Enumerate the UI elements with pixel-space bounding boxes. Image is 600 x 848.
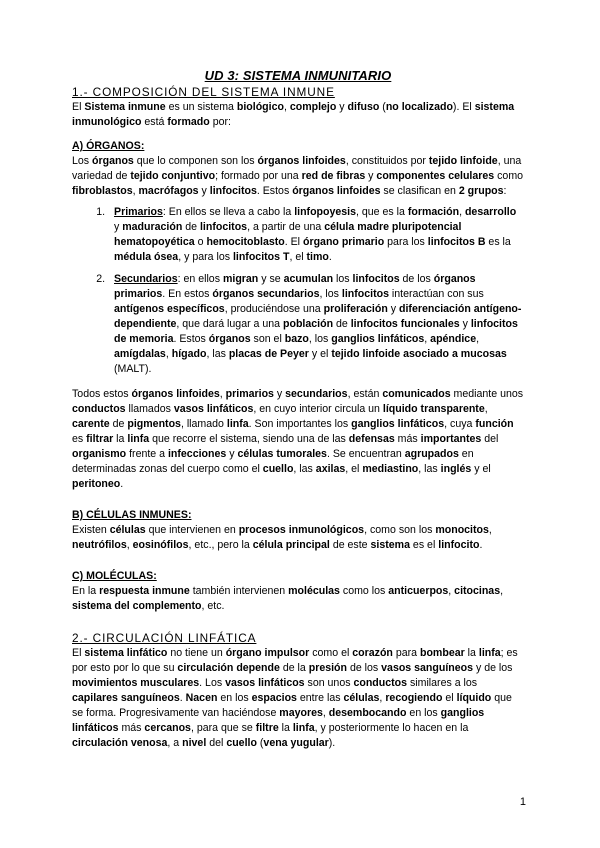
section-1-heading: 1.- COMPOSICIÓN DEL SISTEMA INMUNE xyxy=(72,85,335,99)
moleculas-text: En la respuesta inmune también intervienen moléculas como los anticuerpos, citocinas, sistema del complemento, etc. xyxy=(72,585,504,612)
moleculas-heading: C) MOLÉCULAS: xyxy=(72,570,157,582)
section-2-heading: 2.- CIRCULACIÓN LINFÁTICA xyxy=(72,631,257,645)
document-title: UD 3: SISTEMA INMUNITARIO xyxy=(204,68,392,83)
page-number: 1 xyxy=(519,796,526,808)
section-1-intro: El Sistema inmune es un sistema biológico, complejo y difuso (no localizado). El sistema inmunológico está formado por: xyxy=(72,101,515,128)
celulas-text: Existen células que intervienen en procesos inmunológicos, como son los monocitos, neutrófilos, eosinófilos, etc., pero la célula principal de este sistema es el linfocito. xyxy=(72,524,492,551)
document-page xyxy=(72,68,524,751)
section-2-text: El sistema linfático no tiene un órgano impulsor como el corazón para bombear la linfa; es por esto por lo que su circulación depende de la presión de los vasos sanguíneos y de los movimientos musculares. Los vasos linfáticos son unos conductos similares a los capilares sanguíneos. Nacen en los espacios entre las células, recogiendo el líquido que se forma. Progresivamente van haciéndose mayores, desembocando en los ganglios linfáticos más cercanos, para que se filtre la linfa, y posteriormente lo hacen en la circulación venosa, a nivel del cuello (vena yugular). xyxy=(72,647,518,749)
organos-intro: Los órganos que lo componen son los órganos linfoides, constituidos por tejido linfoide, una variedad de tejido conjuntivo; formado por una red de fibras y componentes celulares como fibroblastos, macrófagos y linfocitos. Estos órganos linfoides se clasifican en 2 grupos: xyxy=(72,155,524,197)
celulas-heading: B) CÉLULAS INMUNES: xyxy=(72,509,192,521)
list-item-secundarios: 2. Secundarios: en ellos migran y se acumulan los linfocitos de los órganos primarios. En estos órganos secundarios, los linfocitos interactúan con sus antígenos específicos, produciéndose una proliferación y diferenciación antígeno-dependiente, que dará lugar a una población de linfocitos funcionales y linfocitos de memoria. Estos órganos son el bazo, los ganglios linfáticos, apéndice, amígdalas, hígado, las placas de Peyer y el tejido linfoide asociado a mucosas (MALT). xyxy=(108,272,524,377)
organos-summary: Todos estos órganos linfoides, primarios y secundarios, están comunicados mediante unos conductos llamados vasos linfáticos, en cuyo interior circula un líquido transparente, carente de pigmentos, llamado linfa. Son importantes los ganglios linfáticos, cuya función es filtrar la linfa que recorre el sistema, siendo una de las defensas más importantes del organismo frente a infecciones y células tumorales. Se encuentran agrupados en determinadas zonas del cuerpo como el cuello, las axilas, el mediastino, las inglés y el peritoneo. xyxy=(72,388,524,490)
list-item-primarios: 1. Primarios: En ellos se lleva a cabo la linfopoyesis, que es la formación, desarrollo y maduración de linfocitos, a partir de una célula madre pluripotencial hematopoyética o hemocitoblasto. El órgano primario para los linfocitos B es la médula ósea, y para los linfocitos T, el timo. xyxy=(108,205,524,265)
organos-heading: A) ÓRGANOS: xyxy=(72,140,145,152)
organos-list xyxy=(72,205,524,377)
